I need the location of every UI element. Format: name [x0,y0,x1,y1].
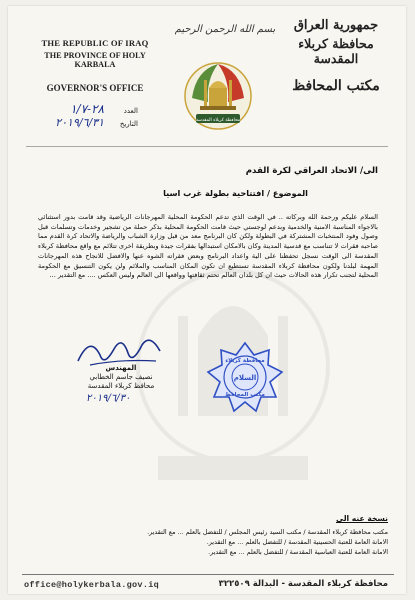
letter-body: السلام عليكم ورحمة الله وبركاته .. في الوقت الذي تدعم الحكومة المحلية المهرجانات الرياضية وقد قامت بدور استثنائي بالاجواء المناسبة الامنية والخدمية وبدعم لوجستي حيث قامت الحكومة المحلية بذكر حملة من تشجير وخدمات وتسلمات قبل وصول وفود المنتخبات المشتركة في البطولة ولكن كان البرنامج معد من قبل وزارة الشباب والرياضة والاتحاد كرة القدم مما صاحبه فقرات لا تتناسب مع قدسية المدينة وكان بالامكان استبدالها بفقرات جيدة وبطريقة اخرى تتلائم مع واقع محافظة كربلاء المقدسة الى الوقت نسجل تحفظنا على الية واعداد البرنامج وبعض فقراته الشوه عنها والافضل للانجاح هذه المهرجانات المهمة لبلدنا ولكون محافظة كربلاء المقدسة تستطيع ان تكون المكان المناسب والملائم ولن يكون التنسيق مع الحكومة المحلية لتجنب تكرار هذه الحالات حيث ان كل بلدان العالم تحتم ثقافتها وواقعها الى العالم وليس العكس .... مع التقدير ... [38,213,378,280]
recipient-line: الى/ الاتحاد العراقي لكرة القدم [245,166,378,176]
signature-date: ٢٠١٩/٦/٣٠ [86,393,131,404]
cc-item: مكتب محافظة كربلاء المقدسة / مكتب السيد رئيس المجلس / للتفضل بالعلم ... مع التقدير. [147,528,388,536]
stamp-bottom-text: مكتب المحافظ [225,392,265,398]
stamp-outer-text: محافظة كربلاء [225,358,265,364]
official-stamp [206,341,284,413]
cc-title: نسخة عنه الى [336,514,388,523]
office-label: GOVERNOR'S OFFICE [46,83,144,93]
header-divider [26,146,388,147]
province-label: THE PROVINCE OF HOLY KARBALA [44,51,146,69]
footer-address: محافظة كربلاء المقدسة - البدالة ٣٢٢٥٠٩ [218,579,388,589]
province-emblem-logo [182,58,254,138]
reference-date-row [28,116,138,130]
signature-block [46,331,186,404]
signatory-text [66,364,176,391]
date-label: التاريخ [119,120,138,128]
stamp-center-text: السلام [233,374,257,382]
arabic-letterhead [276,18,396,94]
office-label-ar: مكتب المحافظ [292,78,380,94]
signatory-name: نصيف جاسم الخطابي [89,373,153,381]
signatory-position: محافظ كربلاء المقدسة [87,382,155,390]
english-letterhead [30,38,160,93]
cc-item: الامانة العامة للعتبة الحسينية المقدسة / للتفضل بالعلم ... مع التقدير. [206,538,388,546]
footer-divider [22,574,394,575]
footer-email: office@holykerbala.gov.iq [24,580,160,590]
basmala: بسم الله الرحمن الرحيم [174,24,276,35]
letter-page [8,6,406,594]
reference-block [28,102,138,130]
cc-item: الامانة العامة للعتبة العباسية المقدسة / للتفضل بالعلم ... مع التقدير. [208,548,388,556]
republic-label-ar: جمهورية العراق [293,18,379,33]
date-value: ٢٠١٩/٦/٣١ [55,116,104,129]
subject-line: الموضوع / افتتاحية بطولة غرب اسيا [163,188,308,198]
province-label-ar: محافظة كربلاء المقدسة [298,36,374,66]
cc-list [68,527,388,557]
reference-number-row [28,102,138,116]
signatory-title: المهندس [105,364,137,372]
republic-label: THE REPUBLIC OF IRAQ [41,38,149,48]
number-label: العدد [123,107,138,115]
logo-caption: محافظة كربلاء المقدسة [195,118,241,123]
number-value: ٢٨-١/٧ [70,102,104,116]
